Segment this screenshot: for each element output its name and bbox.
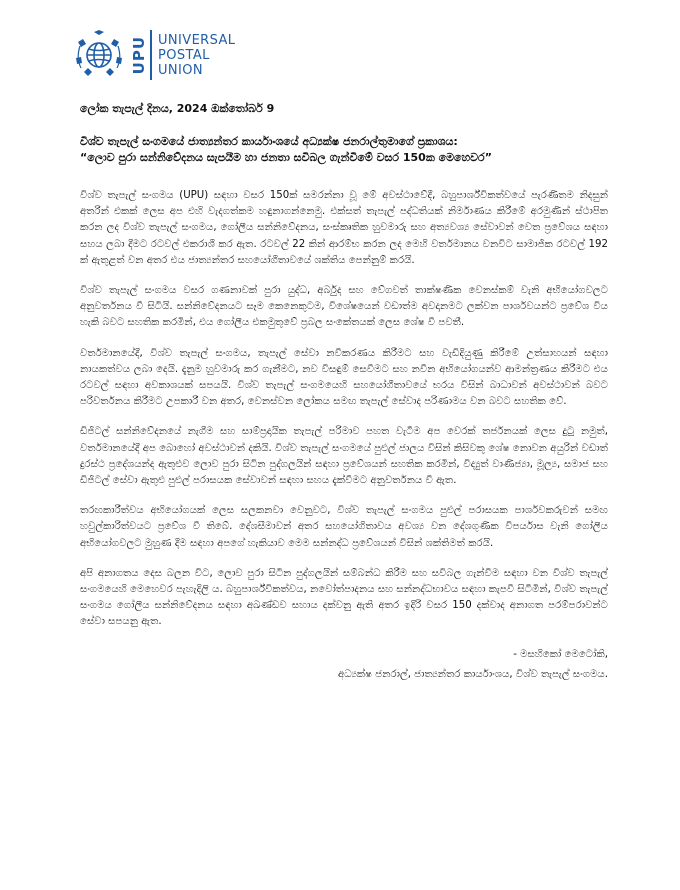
paragraph-6: අපි අනාගතය දෙස බලන විට, ලොව පුරා සිටින පුද්ගලයින් සම්බන්ධ කිරීම සහ සවිබල ගැන්වීම සඳහා වන විශ්ව තැපැල් සංගමයෙහි මෙහෙවර පැහැදිලි ය. බහුපාර්ශ්විකත්වය, නවෝත්පාදනය සහ සන්නද්ධභාවය සඳහා කැපවී සිටීමින්, විශ්ව තැපැල් සංගමය ගෝලීය සන්නිවේදනය සඳහා අඛණ්ඩව සහාය දක්වනු ඇති අතර ඉදිරි වසර 150 දක්වාද අනාගත පරම්පරාවන්ට සේවා සපයනු ඇත. [80,567,608,628]
document-date: ලෝක තැපැල් දිනය, 2024 ඔක්තෝබර් 9 [80,102,275,115]
org-name-line-2: POSTAL [158,47,210,63]
logo-divider [150,30,152,80]
signature-block [80,645,608,685]
heading-line-1: විශ්ව තැපැල් සංගමයේ ජාත්‍යන්තර කාර්යාංශයේ අධ්‍යක්ෂ ජනරාල්තුමාගේ ප්‍රකාශය: [80,135,458,148]
paragraph-1: විශ්ව තැපැල් සංගමය (UPU) සඳහා වසර 150ක් සමරන්නා වූ මේ අවස්ථාවේදී, බහුපාර්ශ්විකත්වයේ පැරණිතම නිදසුන් අතරින් එකක් ලෙස අප එහි වැදගත්කම හඳුනාගන්නෙමු. එක්සත් තැපැල් පද්ධතියක් නිර්මාණය කිරීමේ අරමුණින් ස්ථාපිත කරන ලද විශ්ව තැපැල් සංගමය, ගෝලීය සන්නිවේදනය, සංස්කෘතික හුවමාරු සහ අත්‍යවශ්‍ය සේවාවන් වෙත ප්‍රවේශය සඳහා සහය ලබා දීමට රටවල් එකරාශී කර ඇත. රටවල් 22 කින් ආරම්භ කරන ලද මෙහි වර්තමානය වනවිට සාමාජික රටවල් 192 ක් ඇතුළත් වන අතර එය ජාත්‍යන්තර සහයෝගීතාවයේ ශක්තිය පෙන්නුම් කරයි. [80,190,608,266]
upu-acronym-text: UPU [130,35,148,75]
org-name [158,33,235,78]
upu-logo [72,28,235,82]
document-body [80,102,608,685]
org-name-line-3: UNION [158,62,204,78]
paragraph-4: ඩිජිටල් සන්නිවේදනයේ නැගීම සහ සාම්ප්‍රදායික තැපැල් පරිමාව පහත වැටීම අප වෙරක් තර්ජනයක් ලෙස දුටු නමුත්, වර්තමානයේදී අප බොහෝ අවස්ථාවන් දකියි. විශ්ව තැපැල් සංගමයේ පුළුල් ජාලය විසින් කිසිවකු ශේෂ නොවන අයුරින් වඩාත් දුරස්ථ ප්‍රදේශයන්ද ඇතුළුව ලොව පුරා සිටින පුද්ගලයින් සඳහා ප්‍රවේශයන් සහතික කරමින්, විද්‍යුත් වාණිජ්‍යා, මූල්‍ය, සමාජ සහ ඩිජිටල් සේවා ඇතුළු පුළුල් පරාසයක සේවාවන් සඳහා සහය දැක්වීමට අනුවර්තනය වී ඇත. [80,426,608,487]
signature-title: අධ්‍යක්ෂ ජනරාල්, ජාත්‍යන්තර කාර්යාංශය, විශ්ව තැපැල් සංගමය. [338,668,608,680]
upu-acronym [130,29,148,81]
paragraph-5: තරඟකාරීත්වය අභියෝගයක් ලෙස සලකනවා වෙනුවට, විශ්ව තැපැල් සංගමය පුළුල් පරාසයක පාර්ශවකරුවන් සමඟ හවුල්කාරිත්වයට ප්‍රවේශ වී තිබේ. දේශසීමාවන් අතර සහයෝගිතාවය අවශ්‍ය වන දේශගුණික විපර්යාස වැනි ගෝලීය අභියෝගවලට මුහුණ දීම සඳහා අපගේ හැකියාව මෙම සන්නද්ධ ප්‍රවේශයන් විසින් ශක්තිමත් කරයි. [80,505,608,549]
globe-letters-emblem-icon [72,28,126,82]
paragraph-3: වර්තමානයේදී, විශ්ව තැපැල් සංගමය, තැපැල් සේවා නවීකරණය කිරීමට සහ වැඩිදියුණු කිරීමේ උත්සාහයන් සඳහා නායකත්වය ලබා දෙයි. දැනුම හුවමාරු කර ගැනීමට, නව විසඳුම් සෙවීමට සහ නවීන අභියෝගයන්ව ආමන්ත්‍රණය කිරීමට එය රටවල් සඳහා අවකාශයක් සපයයි. විශ්ව තැපැල් සංගමයෙහි සහයෝගීතාවයේ භරය විසින් බාධාවන් අවස්ථාවන් බවට පරිවර්තනය කිරීමට උපකාරී වන අතර, වෙනස්වන ලෝකය සමඟ තැපැල් සේවාද පරිණාමය වන බවට සහතික වේ. [80,347,608,408]
signature-name: - මසහිකෝ මෙටෝකි, [513,648,608,660]
paragraph-2: විශ්ව තැපැල් සංගමය වසර ගණනාවක් පුරා යුද්ධ, අර්බුද සහ වේගවත් තාක්ෂණික වෙනස්කම් වැනි අභියෝගවලට අනුවර්තනය වී සිටියි. සන්නිවේදනයට සෑම කෙනෙකුටම, විශේෂයෙන් වඩාත්ම අවදානමට ලක්වන පාර්ශවයන්ට ප්‍රවේශ විය හැකි බවට සහතික කරමින්, එය ගෝලීය එකමුතුවේ ප්‍රබල සංකේතයක් ලෙස ශේෂ වී පවතී. [80,285,608,329]
document-heading [80,134,608,166]
org-name-line-1: UNIVERSAL [158,32,236,48]
heading-line-2: “ලොව පුරා සන්නිවේදනය සැපයීම හා ජනතා සවිබල ගැන්වීමේ වසර 150ක මෙහෙවර” [80,151,492,164]
